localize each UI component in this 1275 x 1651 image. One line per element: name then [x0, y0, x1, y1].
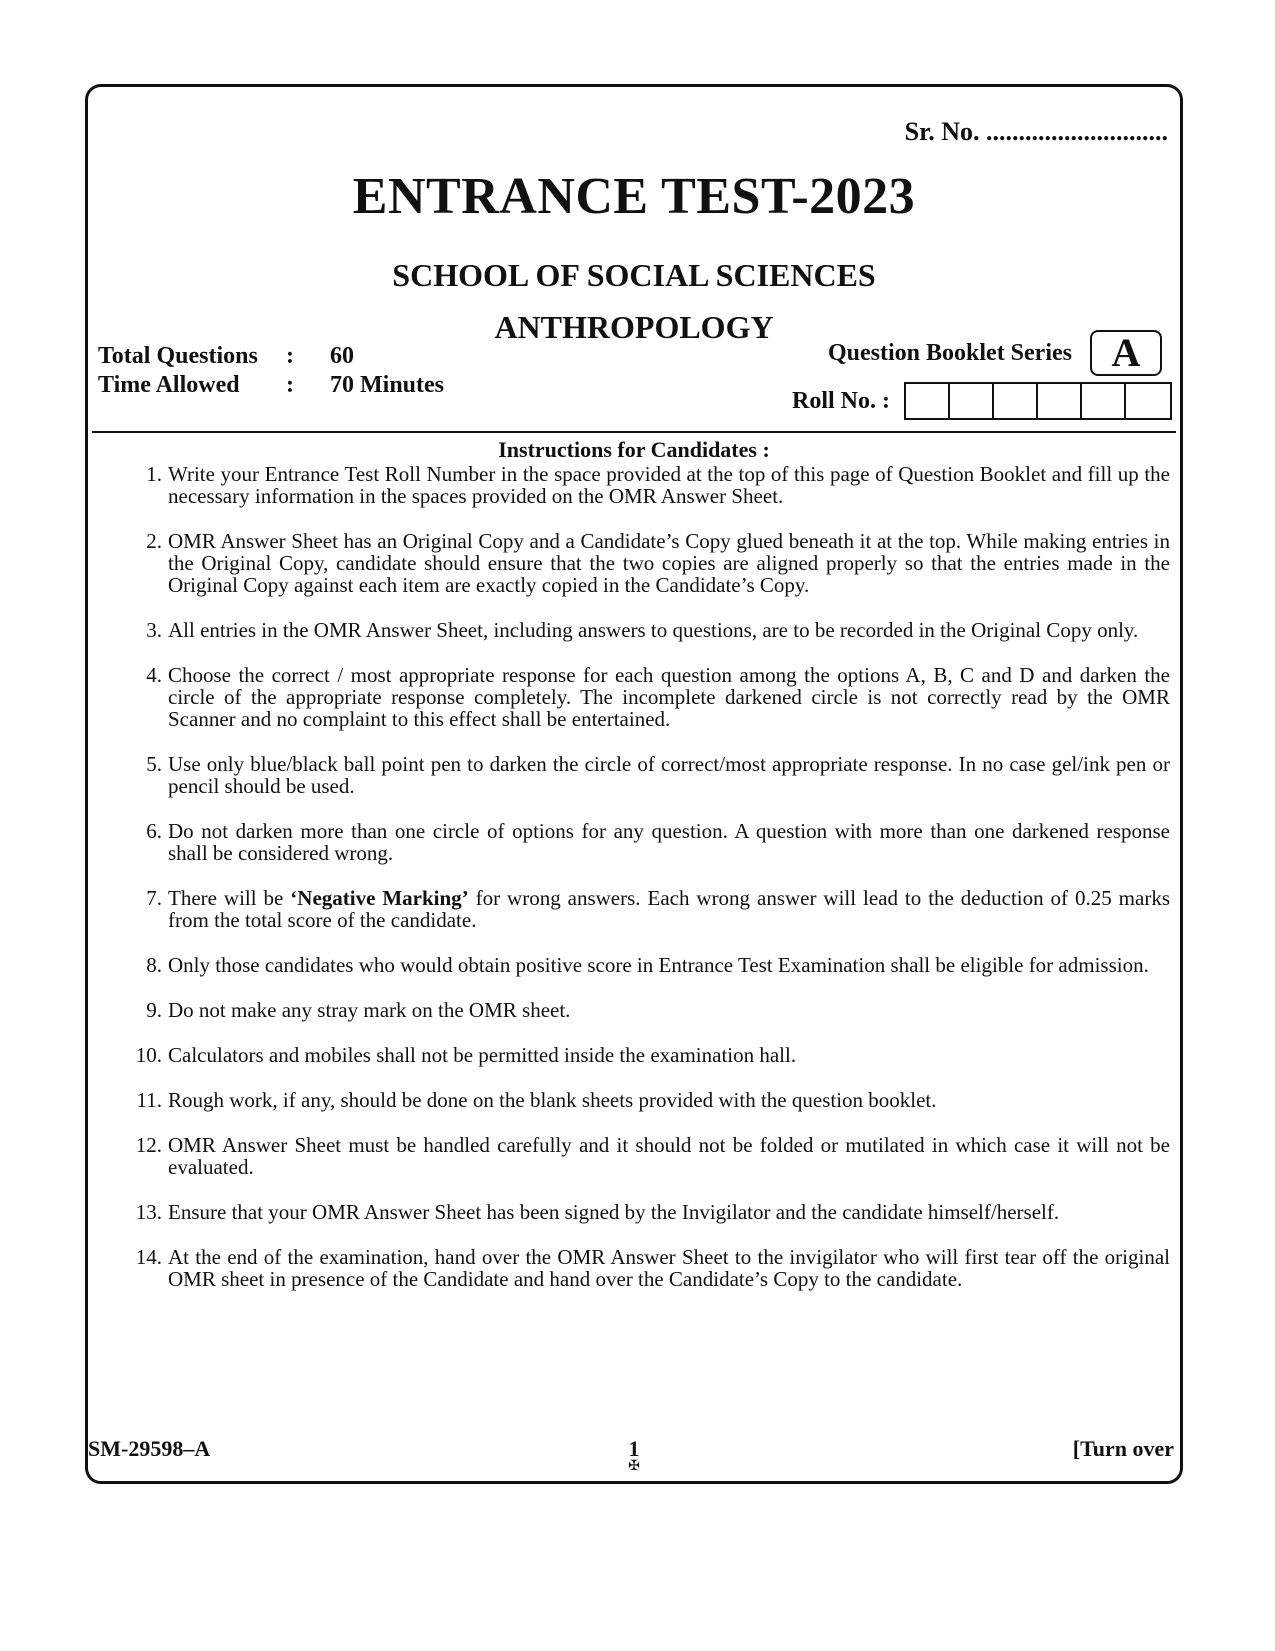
- series-label: Question Booklet Series: [828, 339, 1072, 366]
- list-item: 12. OMR Answer Sheet must be handled carefully and it should not be folded or mutilated in which case it will not be evaluated.: [135, 1133, 1170, 1179]
- time-allowed-label: Time Allowed: [98, 372, 240, 398]
- list-item: 5. Use only blue/black ball point pen to darken the circle of correct/most appropriate response. In no case gel/ink pen or pencil should be used.: [146, 752, 1170, 798]
- cross-mark-icon: ✠: [628, 1459, 640, 1474]
- total-questions-label: Total Questions: [98, 343, 258, 369]
- subject-name: ANTHROPOLOGY: [494, 309, 774, 345]
- separator: :: [286, 372, 294, 398]
- roll-label: Roll No. :: [792, 387, 890, 414]
- list-item: 7. There will be ‘Negative Marking’ for wrong answers. Each wrong answer will lead to the deduction of 0.25 marks from the total score of the candidate.: [146, 886, 1170, 932]
- roll-number-boxes[interactable]: [904, 382, 1172, 420]
- list-item: 13. Ensure that your OMR Answer Sheet has been signed by the Invigilator and the candidate himself/herself.: [135, 1200, 1060, 1224]
- serial-number: Sr. No. ............................: [904, 117, 1168, 146]
- list-item: 3. All entries in the OMR Answer Sheet, including answers to questions, are to be recorded in the Original Copy only.: [146, 618, 1139, 642]
- roll-digit-box[interactable]: [950, 384, 994, 418]
- series-box: A: [1090, 330, 1162, 376]
- page-number: 1: [628, 1436, 640, 1461]
- header-divider: [92, 431, 1176, 433]
- list-item: 8. Only those candidates who would obtain positive score in Entrance Test Examination shall be eligible for admission.: [146, 953, 1149, 977]
- roll-digit-box[interactable]: [994, 384, 1038, 418]
- total-questions-row: [98, 343, 354, 370]
- list-item: 6. Do not darken more than one circle of options for any question. A question with more than one darkened response shall be considered wrong.: [146, 819, 1170, 865]
- list-item: 2. OMR Answer Sheet has an Original Copy and a Candidate’s Copy glued beneath it at the top. While making entries in the Original Copy, candidate should ensure that the two copies are aligned properly so that the entries made in the Original Copy against each item are exactly copied in the Candidate’s Copy.: [146, 529, 1170, 597]
- roll-digit-box[interactable]: [1126, 384, 1170, 418]
- separator: :: [286, 343, 294, 369]
- instructions-heading: Instructions for Candidates :: [498, 437, 770, 462]
- total-questions-value: 60: [330, 343, 354, 369]
- list-item: 11. Rough work, if any, should be done on the blank sheets provided with the question booklet.: [136, 1088, 937, 1112]
- roll-digit-box[interactable]: [906, 384, 950, 418]
- booklet-code: SM-29598–A: [88, 1436, 211, 1461]
- school-name: SCHOOL OF SOCIAL SCIENCES: [392, 257, 876, 293]
- roll-digit-box[interactable]: [1038, 384, 1082, 418]
- list-item: 10. Calculators and mobiles shall not be permitted inside the examination hall.: [135, 1043, 797, 1067]
- time-allowed-row: [98, 372, 444, 399]
- list-item: 14. At the end of the examination, hand over the OMR Answer Sheet to the invigilator who will first tear off the original OMR sheet in presence of the Candidate and hand over the Candidate’s Copy to the candidate.: [135, 1245, 1170, 1291]
- instructions-list: [122, 463, 1170, 1290]
- list-item: 9. Do not make any stray mark on the OMR sheet.: [146, 998, 571, 1022]
- page-frame: [85, 84, 1183, 1484]
- list-item: 1. Write your Entrance Test Roll Number in the space provided at the top of this page of Question Booklet and fill up the necessary information in the spaces provided on the OMR Answer Sheet.: [146, 462, 1170, 508]
- negative-marking-emphasis: ‘Negative Marking’: [290, 886, 469, 910]
- time-allowed-value: 70 Minutes: [330, 372, 444, 398]
- list-item: 4. Choose the correct / most appropriate response for each question among the options A, B, C and D and darken the circle of the appropriate response completely. The incomplete darkened circle is not correctly read by the OMR Scanner and no complaint to this effect shall be entertained.: [146, 663, 1170, 731]
- exam-title: ENTRANCE TEST-2023: [352, 168, 916, 225]
- roll-digit-box[interactable]: [1082, 384, 1126, 418]
- roll-number: [792, 382, 1172, 420]
- question-booklet-series: [828, 330, 1162, 376]
- turn-over-note: [Turn over: [1072, 1436, 1174, 1461]
